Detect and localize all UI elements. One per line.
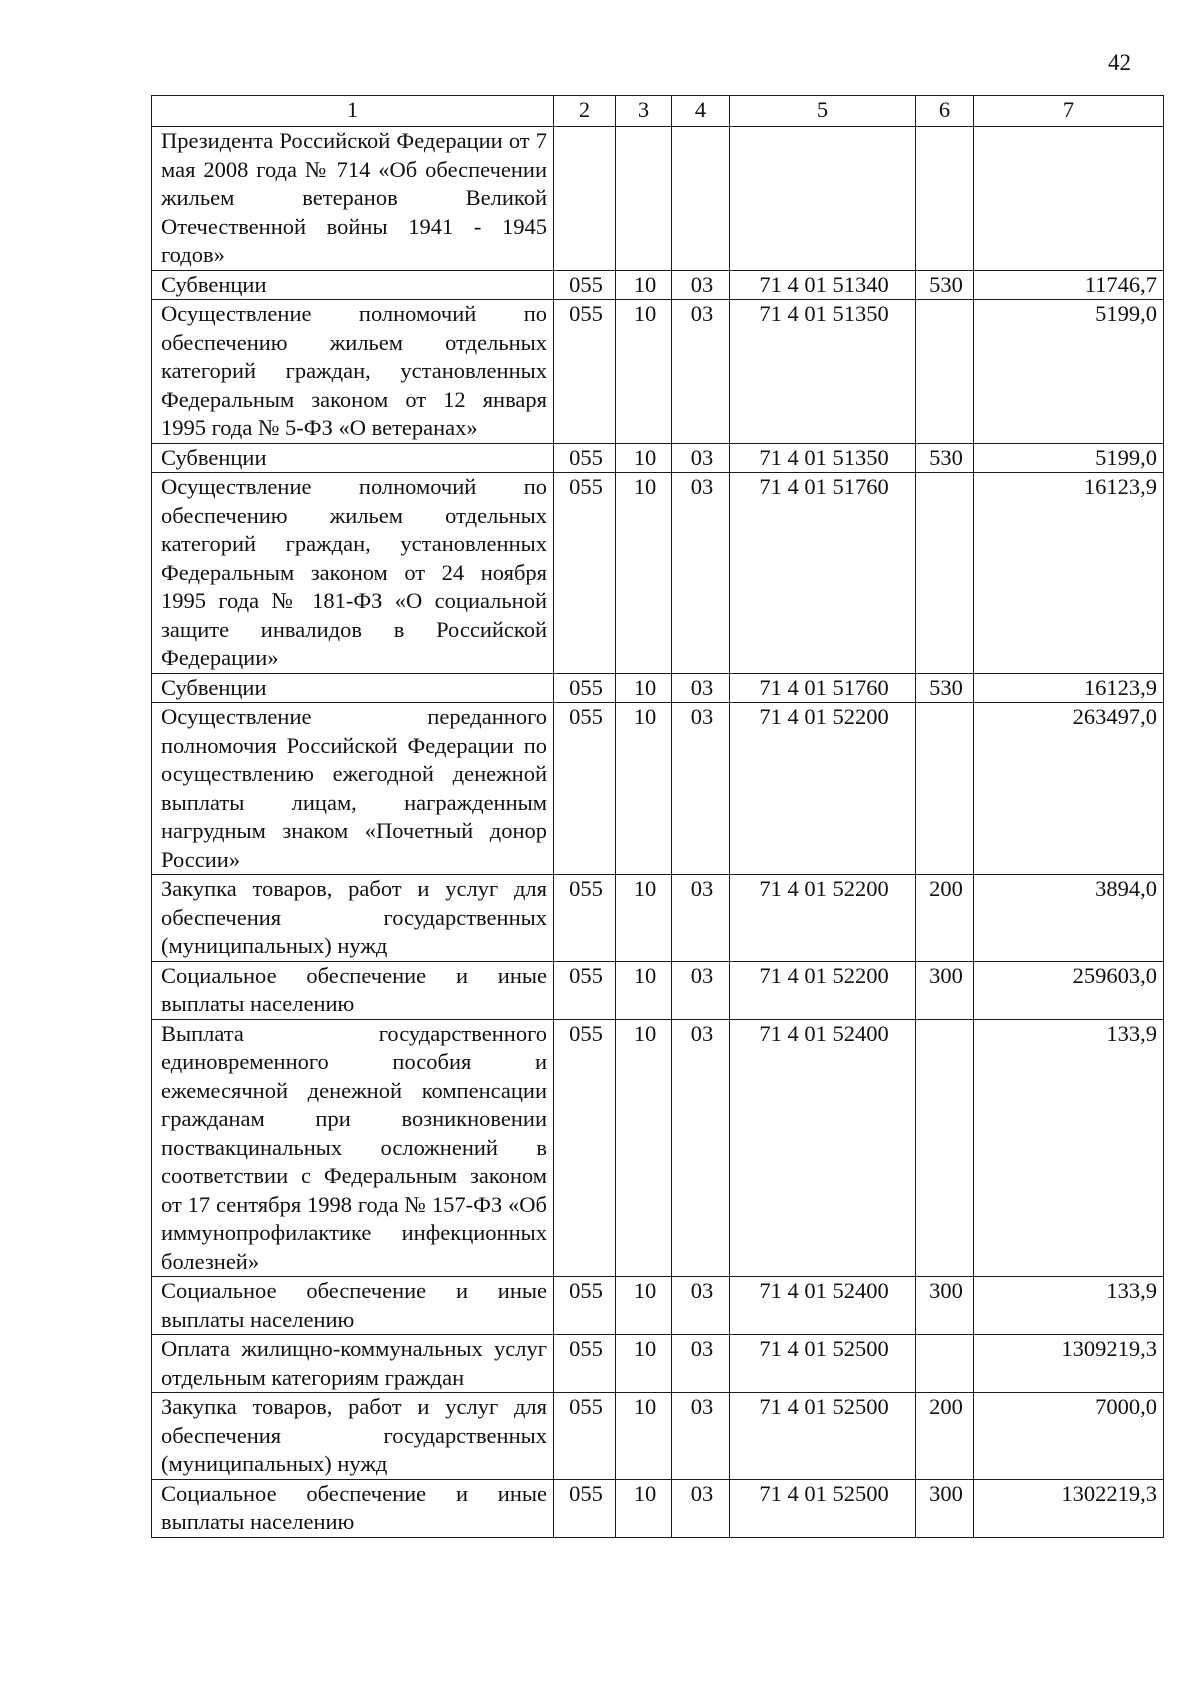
cell-code: 055 [554, 1019, 616, 1277]
cell-amount: 16123,9 [974, 673, 1164, 703]
cell-code: 055 [554, 443, 616, 473]
column-header: 7 [974, 96, 1164, 127]
row-name: Закупка товаров, работ и услуг для обеспечения государственных (муниципальных) нужд [152, 1393, 554, 1480]
column-header: 6 [916, 96, 974, 127]
cell-subsection: 03 [672, 1479, 730, 1537]
cell-target: 71 4 01 52400 [730, 1019, 916, 1277]
cell-subsection: 03 [672, 703, 730, 875]
cell-subsection: 03 [672, 1277, 730, 1335]
cell-target: 71 4 01 52500 [730, 1335, 916, 1393]
table-row [152, 300, 1164, 444]
column-header: 2 [554, 96, 616, 127]
cell-expense-type [916, 703, 974, 875]
cell-code: 055 [554, 270, 616, 300]
cell-subsection: 03 [672, 875, 730, 962]
table-row [152, 961, 1164, 1019]
column-header: 4 [672, 96, 730, 127]
cell-subsection: 03 [672, 300, 730, 444]
page-number: 42 [1108, 50, 1131, 75]
cell-section: 10 [616, 1393, 672, 1480]
cell-target: 71 4 01 52200 [730, 875, 916, 962]
cell-subsection: 03 [672, 443, 730, 473]
cell-amount: 133,9 [974, 1019, 1164, 1277]
cell-expense-type: 200 [916, 1393, 974, 1480]
cell-amount: 133,9 [974, 1277, 1164, 1335]
cell-section: 10 [616, 443, 672, 473]
cell-target: 71 4 01 51350 [730, 443, 916, 473]
table-row [152, 1019, 1164, 1277]
cell-amount: 259603,0 [974, 961, 1164, 1019]
cell-target: 71 4 01 52200 [730, 961, 916, 1019]
cell-subsection: 03 [672, 1393, 730, 1480]
cell-code: 055 [554, 875, 616, 962]
row-name: Субвенции [152, 270, 554, 300]
cell-section: 10 [616, 1479, 672, 1537]
cell-subsection: 03 [672, 961, 730, 1019]
cell-target: 71 4 01 52500 [730, 1393, 916, 1480]
cell-section: 10 [616, 1019, 672, 1277]
cell-subsection [672, 127, 730, 271]
cell-amount: 16123,9 [974, 473, 1164, 674]
cell-amount: 5199,0 [974, 300, 1164, 444]
table-row [152, 875, 1164, 962]
cell-amount: 1302219,3 [974, 1479, 1164, 1537]
column-header: 3 [616, 96, 672, 127]
cell-section: 10 [616, 270, 672, 300]
cell-expense-type: 300 [916, 1277, 974, 1335]
cell-expense-type: 300 [916, 961, 974, 1019]
table-row [152, 1277, 1164, 1335]
cell-code: 055 [554, 1335, 616, 1393]
cell-code: 055 [554, 703, 616, 875]
cell-expense-type: 200 [916, 875, 974, 962]
column-header: 5 [730, 96, 916, 127]
table-row [152, 443, 1164, 473]
cell-target [730, 127, 916, 271]
cell-section: 10 [616, 703, 672, 875]
cell-code: 055 [554, 673, 616, 703]
row-name: Социальное обеспечение и иные выплаты населению [152, 1479, 554, 1537]
cell-target: 71 4 01 51760 [730, 673, 916, 703]
table-row [152, 1479, 1164, 1537]
row-name: Социальное обеспечение и иные выплаты населению [152, 1277, 554, 1335]
cell-section: 10 [616, 673, 672, 703]
cell-section: 10 [616, 300, 672, 444]
cell-target: 71 4 01 51760 [730, 473, 916, 674]
cell-target: 71 4 01 52400 [730, 1277, 916, 1335]
table-row [152, 1335, 1164, 1393]
cell-expense-type [916, 300, 974, 444]
cell-expense-type [916, 1019, 974, 1277]
cell-section [616, 127, 672, 271]
cell-expense-type [916, 1335, 974, 1393]
cell-code: 055 [554, 1479, 616, 1537]
cell-expense-type: 530 [916, 443, 974, 473]
cell-code: 055 [554, 300, 616, 444]
cell-target: 71 4 01 51350 [730, 300, 916, 444]
row-name: Осуществление переданного полномочия Российской Федерации по осуществлению ежегодной денежной выплаты лицам, награжденным нагрудным знаком «Почетный донор России» [152, 703, 554, 875]
cell-amount: 3894,0 [974, 875, 1164, 962]
row-name: Социальное обеспечение и иные выплаты населению [152, 961, 554, 1019]
cell-amount: 7000,0 [974, 1393, 1164, 1480]
cell-amount: 11746,7 [974, 270, 1164, 300]
cell-target: 71 4 01 52500 [730, 1479, 916, 1537]
cell-section: 10 [616, 1277, 672, 1335]
cell-code: 055 [554, 473, 616, 674]
cell-expense-type [916, 127, 974, 271]
table-row [152, 703, 1164, 875]
cell-section: 10 [616, 1335, 672, 1393]
cell-amount [974, 127, 1164, 271]
row-name: Президента Российской Федерации от 7 мая 2008 года № 714 «Об обеспечении жильем ветеранов Великой Отечественной войны 1941 - 1945 годов» [152, 127, 554, 271]
table-row [152, 270, 1164, 300]
cell-code: 055 [554, 961, 616, 1019]
row-name: Закупка товаров, работ и услуг для обеспечения государственных (муниципальных) нужд [152, 875, 554, 962]
cell-expense-type: 530 [916, 270, 974, 300]
cell-subsection: 03 [672, 473, 730, 674]
row-name: Субвенции [152, 443, 554, 473]
column-header: 1 [152, 96, 554, 127]
row-name: Оплата жилищно-коммунальных услуг отдельным категориям граждан [152, 1335, 554, 1393]
cell-section: 10 [616, 473, 672, 674]
cell-subsection: 03 [672, 673, 730, 703]
cell-subsection: 03 [672, 1335, 730, 1393]
cell-section: 10 [616, 961, 672, 1019]
cell-amount: 1309219,3 [974, 1335, 1164, 1393]
table-row [152, 473, 1164, 674]
cell-amount: 263497,0 [974, 703, 1164, 875]
row-name: Субвенции [152, 673, 554, 703]
cell-expense-type [916, 473, 974, 674]
cell-code [554, 127, 616, 271]
table-header-row [152, 96, 1164, 127]
row-name: Осуществление полномочий по обеспечению жильем отдельных категорий граждан, установленных Федеральным законом от 24 ноября 1995 года № 181-ФЗ «О социальной защите инвалидов в Российской Федерации» [152, 473, 554, 674]
cell-expense-type: 300 [916, 1479, 974, 1537]
budget-table [151, 95, 1164, 1538]
cell-expense-type: 530 [916, 673, 974, 703]
table-row [152, 1393, 1164, 1480]
cell-code: 055 [554, 1393, 616, 1480]
cell-code: 055 [554, 1277, 616, 1335]
cell-target: 71 4 01 52200 [730, 703, 916, 875]
cell-section: 10 [616, 875, 672, 962]
table-row [152, 127, 1164, 271]
cell-target: 71 4 01 51340 [730, 270, 916, 300]
cell-amount: 5199,0 [974, 443, 1164, 473]
row-name: Осуществление полномочий по обеспечению жильем отдельных категорий граждан, установленных Федеральным законом от 12 января 1995 года № 5-ФЗ «О ветеранах» [152, 300, 554, 444]
cell-subsection: 03 [672, 1019, 730, 1277]
cell-subsection: 03 [672, 270, 730, 300]
table-row [152, 673, 1164, 703]
row-name: Выплата государственного единовременного пособия и ежемесячной денежной компенсации гражданам при возникновении поствакцинальных осложнений в соответствии с Федеральным законом от 17 сентября 1998 года № 157-ФЗ «Об иммунопрофилактике инфекционных болезней» [152, 1019, 554, 1277]
